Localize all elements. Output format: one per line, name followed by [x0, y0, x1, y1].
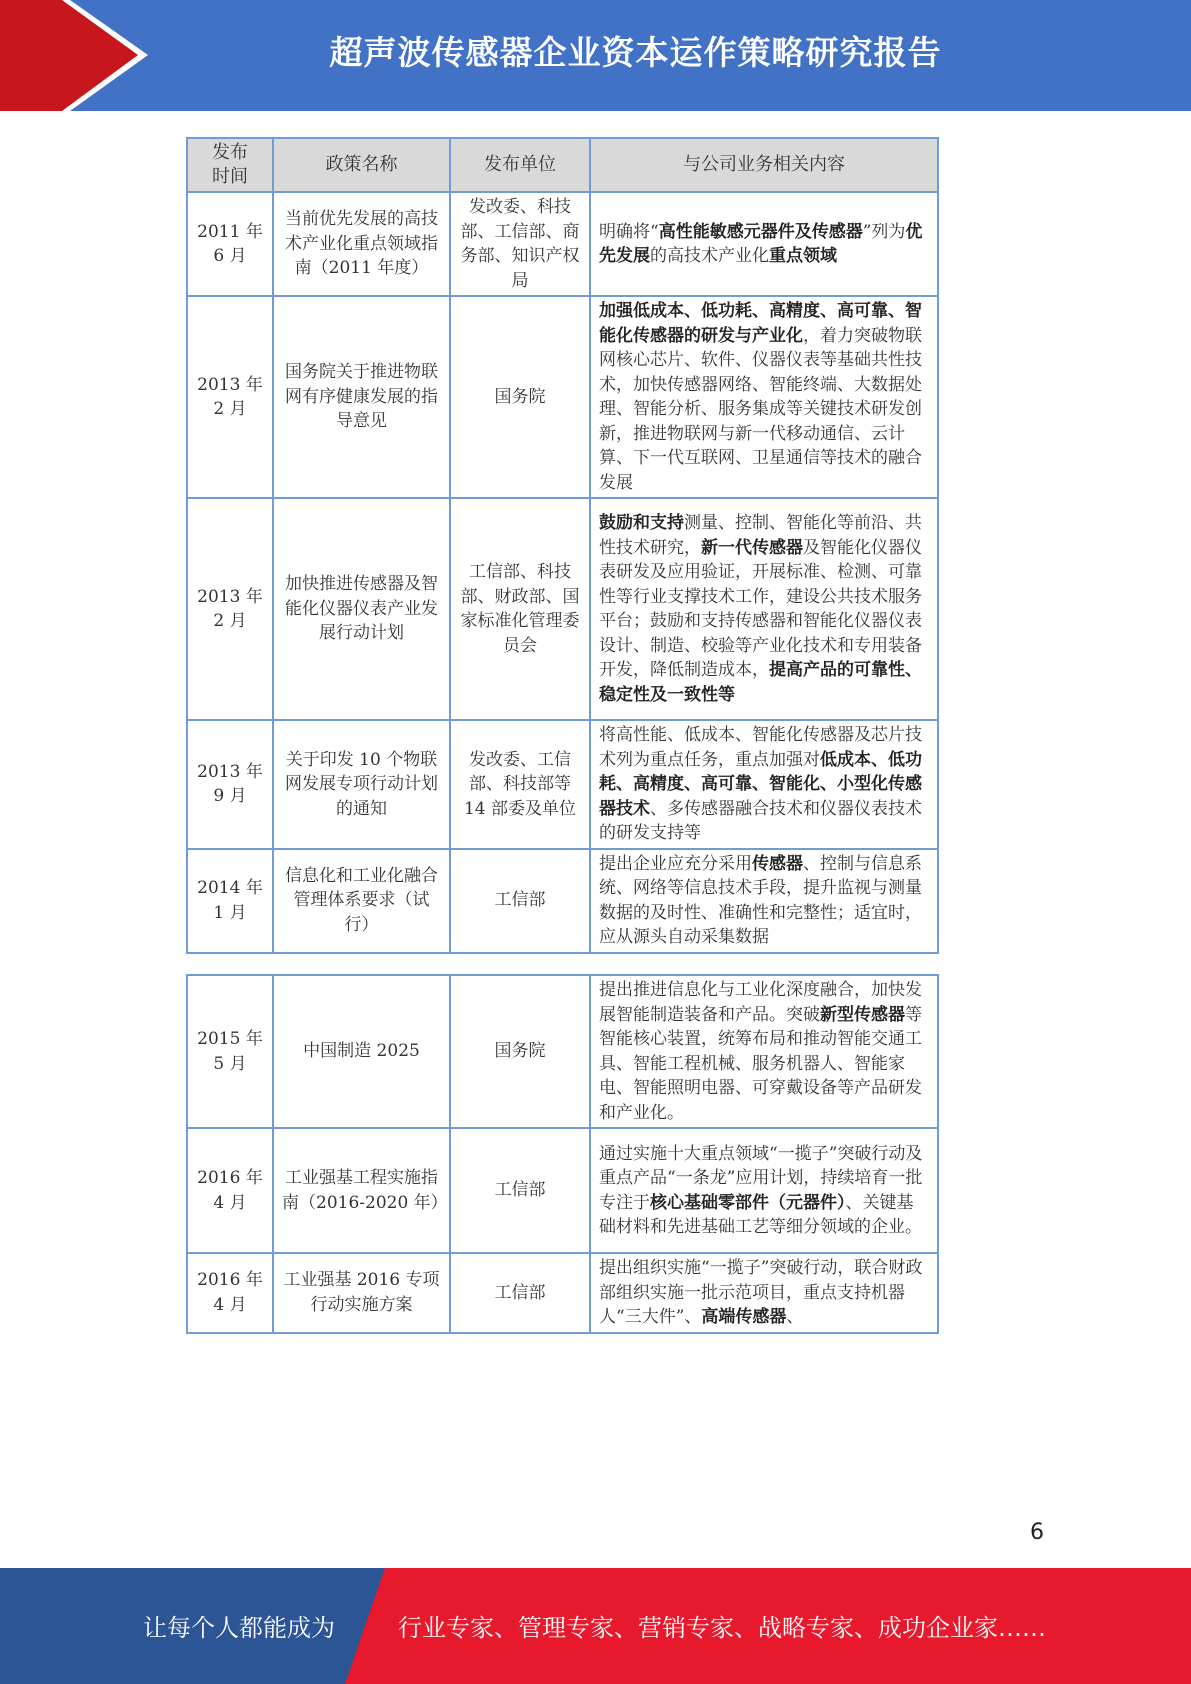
cell-content: [590, 192, 938, 296]
content-text: 提出组织实施“一揽子”突破行动，联合财政部组织实施一批示范项目，重点支持机器人“三大件”、: [599, 1258, 923, 1327]
page-footer: [0, 1568, 1191, 1684]
table-header-row: [187, 138, 938, 192]
cell-issuer: 国务院: [450, 296, 590, 498]
content-text: 提出推进信息化与工业化深度融合，加快发展智能制造装备和产品。突破: [599, 980, 922, 1025]
content-text: 将高性能、低成本、智能化传感器及芯片技术列为重点任务，重点加强对: [599, 725, 922, 770]
content-text: 、关键基础材料和先进基础工艺等细分领域的企业。: [599, 1192, 922, 1237]
cell-time: 2013 年 2 月: [187, 296, 273, 498]
cell-content: [590, 1128, 938, 1253]
content-emphasis: 提高产品的可靠性、稳定性及一致性等: [599, 660, 922, 705]
cell-content: [590, 1253, 938, 1333]
cell-time: 2015 年 5 月: [187, 975, 273, 1128]
footer-slogan-left: 让每个人都能成为: [143, 1614, 335, 1642]
cell-issuer: 工信部: [450, 849, 590, 953]
content-text: 提出企业应充分采用: [599, 853, 752, 874]
cell-policy-name: 中国制造 2025: [273, 975, 450, 1128]
table-row: [187, 192, 938, 296]
cell-content: [590, 849, 938, 953]
table-row: [187, 296, 938, 498]
content-text: 等智能核心装置，统筹布局和推动智能交通工具、智能工程机械、服务机器人、智能家电、智能照明电器、可穿戴设备等产品研发和产业化。: [599, 1004, 922, 1123]
cell-time: 2016 年 4 月: [187, 1253, 273, 1333]
cell-issuer: 发改委、工信部、科技部等 14 部委及单位: [450, 720, 590, 849]
cell-policy-name: 当前优先发展的高技术产业化重点领域指南（2011 年度）: [273, 192, 450, 296]
content-emphasis: 新一代传感器: [701, 537, 803, 558]
content-emphasis: 重点领域: [769, 246, 837, 266]
content-text: ”列为: [862, 221, 906, 242]
content-emphasis: 加强低成本、低功耗、高精度、高可靠、智能化传感器的研发与产业化: [599, 301, 922, 346]
content-text: 、多传感器融合技术和仪器仪表技术的研发支持等: [599, 798, 922, 843]
content-text: 、控制与信息系统、网络等信息技术手段，提升监视与测量数据的及时性、准确性和完整性；适宜时，应从源头自动采集数据: [599, 853, 922, 947]
header-time: 发布 时间: [187, 138, 273, 192]
cell-issuer: 工信部: [450, 1253, 590, 1333]
cell-issuer: 工信部、科技部、财政部、国家标准化管理委员会: [450, 498, 590, 720]
report-title: 超声波传感器企业资本运作策略研究报告: [329, 33, 942, 72]
content-emphasis: 低成本、低功耗、高精度、高可靠、智能化、小型化传感器技术: [599, 749, 922, 819]
cell-issuer: 国务院: [450, 975, 590, 1128]
cell-content: [590, 498, 938, 720]
table-row: [187, 1128, 938, 1253]
cell-time: 2013 年 9 月: [187, 720, 273, 849]
content-text: 及智能化仪器仪表研发及应用验证，开展标准、检测、可靠性等行业支撑技术工作，建设公共技术服务平台；鼓励和支持传感器和智能化仪器仪表设计、制造、校验等产业化技术和专用装备开发，降低制造成本，: [599, 537, 922, 680]
content-text: 明确将“: [599, 221, 659, 242]
cell-issuer: 工信部: [450, 1128, 590, 1253]
cell-content: [590, 975, 938, 1128]
page-header: [0, 0, 1191, 111]
content-emphasis: 传感器: [752, 853, 803, 874]
header-arrow-decoration: [0, 0, 160, 111]
cell-content: [590, 720, 938, 849]
cell-policy-name: 工业强基工程实施指南（2016-2020 年）: [273, 1128, 450, 1253]
header-issuer: 发布单位: [450, 138, 590, 192]
page-number: 6: [1030, 1520, 1044, 1545]
header-content: 与公司业务相关内容: [590, 138, 938, 192]
cell-policy-name: 国务院关于推进物联网有序健康发展的指导意见: [273, 296, 450, 498]
cell-time: 2011 年 6 月: [187, 192, 273, 296]
content-emphasis: 高端传感器: [701, 1307, 787, 1327]
table-row: [187, 1253, 938, 1333]
policy-table-part-2: [186, 974, 939, 1334]
cell-time: 2016 年 4 月: [187, 1128, 273, 1253]
content-emphasis: 鼓励和支持: [599, 513, 684, 533]
content-text: 的高技术产业化: [650, 246, 769, 266]
content-emphasis: 优先发展: [599, 221, 923, 266]
cell-time: 2013 年 2 月: [187, 498, 273, 720]
content-emphasis: 新型传感器: [820, 1004, 905, 1025]
content-emphasis: 高性能敏感元器件及传感器: [658, 221, 863, 242]
content-text: 通过实施十大重点领域“一揽子”突破行动及重点产品“一条龙”应用计划，持续培育一批专注于: [599, 1143, 923, 1213]
cell-policy-name: 信息化和工业化融合管理体系要求（试行）: [273, 849, 450, 953]
header-policy-name: 政策名称: [273, 138, 450, 192]
cell-issuer: 发改委、科技部、工信部、商务部、知识产权局: [450, 192, 590, 296]
table-row: [187, 498, 938, 720]
cell-policy-name: 关于印发 10 个物联网发展专项行动计划的通知: [273, 720, 450, 849]
footer-slogan-right: 行业专家、管理专家、营销专家、战略专家、成功企业家……: [398, 1614, 1046, 1642]
cell-time: 2014 年 1 月: [187, 849, 273, 953]
content-emphasis: 核心基础零部件（元器件）: [650, 1192, 846, 1213]
content-text: ，着力突破物联网核心芯片、软件、仪器仪表等基础共性技术，加快传感器网络、智能终端、大数据处理、智能分析、服务集成等关键技术研发创新，推进物联网与新一代移动通信、云计算、下一代互联网、卫星通信等技术的融合发展: [599, 325, 922, 493]
content-text: 、: [786, 1307, 804, 1327]
table-row: [187, 975, 938, 1128]
table-row: [187, 849, 938, 953]
content-text: 测量、控制、智能化等前沿、共性技术研究，: [599, 513, 922, 558]
policy-table-part-1: [186, 137, 939, 954]
cell-policy-name: 工业强基 2016 专项行动实施方案: [273, 1253, 450, 1333]
cell-policy-name: 加快推进传感器及智能化仪器仪表产业发展行动计划: [273, 498, 450, 720]
table-row: [187, 720, 938, 849]
cell-content: [590, 296, 938, 498]
